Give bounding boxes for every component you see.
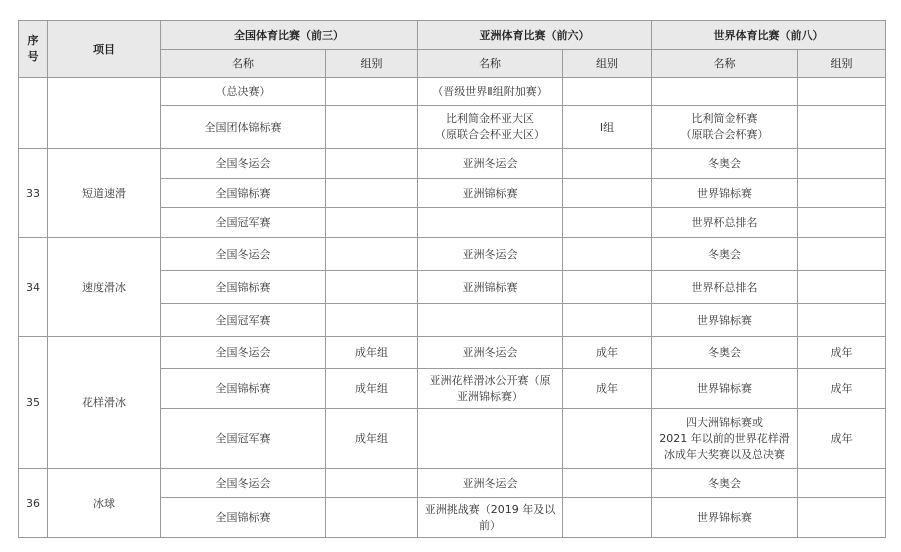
asian-group-cell: Ⅰ组 [563, 106, 652, 149]
world-group-cell [798, 106, 886, 149]
national-group-cell [326, 304, 418, 337]
asian-event-cell [418, 208, 563, 238]
asian-event-cell: 比利简金杯亚大区 （原联合会杯亚大区） [418, 106, 563, 149]
world-event-cell: 比利简金杯赛 （原联合会杯赛） [652, 106, 798, 149]
world-group-cell [798, 208, 886, 238]
national-event-cell: 全国冠军赛 [161, 409, 326, 469]
project-header: 项目 [48, 21, 161, 78]
seq-cell: 36 [19, 469, 48, 538]
national-group-header: 组别 [326, 50, 418, 78]
asian-group-cell [563, 304, 652, 337]
world-group-cell [798, 149, 886, 179]
national-group-cell [326, 469, 418, 498]
national-event-cell: 全国锦标赛 [161, 498, 326, 538]
world-header: 世界体育比赛（前八） [652, 21, 886, 50]
national-event-cell: 全国锦标赛 [161, 271, 326, 304]
world-group-cell [798, 179, 886, 208]
world-event-cell: 冬奥会 [652, 149, 798, 179]
asian-group-header: 组别 [563, 50, 652, 78]
header-row-1 [19, 21, 886, 50]
project-cell: 短道速滑 [48, 149, 161, 238]
world-event-cell: 冬奥会 [652, 238, 798, 271]
world-event-cell: 世界杯总排名 [652, 271, 798, 304]
table-row [19, 337, 886, 369]
national-group-cell: 成年组 [326, 409, 418, 469]
world-group-cell [798, 469, 886, 498]
world-event-cell: 世界锦标赛 [652, 369, 798, 409]
asian-group-cell [563, 498, 652, 538]
world-group-header: 组别 [798, 50, 886, 78]
national-event-cell: 全国冠军赛 [161, 304, 326, 337]
national-event-cell: 全国锦标赛 [161, 369, 326, 409]
world-event-cell: 世界锦标赛 [652, 304, 798, 337]
world-group-cell [798, 271, 886, 304]
seq-cell: 34 [19, 238, 48, 337]
national-group-cell: 成年组 [326, 369, 418, 409]
table-row [19, 238, 886, 271]
world-event-cell [652, 78, 798, 106]
seq-cell: 35 [19, 337, 48, 469]
competition-table [18, 20, 886, 538]
table-row [19, 469, 886, 498]
national-group-cell [326, 271, 418, 304]
world-event-cell: 四大洲锦标赛或 2021 年以前的世界花样滑 冰成年大奖赛以及总决赛 [652, 409, 798, 469]
world-event-cell: 世界锦标赛 [652, 498, 798, 538]
asian-event-cell: 亚洲锦标赛 [418, 271, 563, 304]
project-cell [48, 78, 161, 149]
asian-event-cell: 亚洲冬运会 [418, 149, 563, 179]
asian-event-cell [418, 304, 563, 337]
asian-group-cell [563, 208, 652, 238]
asian-group-cell: 成年 [563, 337, 652, 369]
asian-group-cell: 成年 [563, 369, 652, 409]
asian-name-header: 名称 [418, 50, 563, 78]
seq-header: 序号 [19, 21, 48, 78]
national-group-cell [326, 78, 418, 106]
national-event-cell: 全国冬运会 [161, 469, 326, 498]
asian-group-cell [563, 238, 652, 271]
national-group-cell [326, 498, 418, 538]
seq-cell: 33 [19, 149, 48, 238]
national-group-cell [326, 179, 418, 208]
asian-header: 亚洲体育比赛（前六） [418, 21, 652, 50]
national-event-cell: 全国锦标赛 [161, 179, 326, 208]
national-event-cell: 全国冬运会 [161, 337, 326, 369]
asian-event-cell: 亚洲冬运会 [418, 469, 563, 498]
asian-group-cell [563, 271, 652, 304]
world-event-cell: 冬奥会 [652, 469, 798, 498]
world-group-cell [798, 498, 886, 538]
world-group-cell: 成年 [798, 337, 886, 369]
world-group-cell [798, 78, 886, 106]
asian-event-cell: （晋级世界Ⅱ组附加赛） [418, 78, 563, 106]
national-event-cell: 全国冬运会 [161, 238, 326, 271]
project-cell: 速度滑冰 [48, 238, 161, 337]
national-header: 全国体育比赛（前三） [161, 21, 418, 50]
project-cell: 冰球 [48, 469, 161, 538]
asian-group-cell [563, 179, 652, 208]
national-event-cell: 全国团体锦标赛 [161, 106, 326, 149]
competition-table-sheet [18, 20, 886, 538]
national-group-cell [326, 149, 418, 179]
world-group-cell: 成年 [798, 369, 886, 409]
world-event-cell: 世界锦标赛 [652, 179, 798, 208]
national-group-cell [326, 208, 418, 238]
project-cell: 花样滑冰 [48, 337, 161, 469]
asian-group-cell [563, 469, 652, 498]
asian-event-cell: 亚洲冬运会 [418, 337, 563, 369]
asian-event-cell: 亚洲锦标赛 [418, 179, 563, 208]
national-name-header: 名称 [161, 50, 326, 78]
world-event-cell: 世界杯总排名 [652, 208, 798, 238]
table-row [19, 149, 886, 179]
asian-group-cell [563, 149, 652, 179]
national-event-cell: 全国冠军赛 [161, 208, 326, 238]
national-group-cell [326, 238, 418, 271]
world-group-cell [798, 304, 886, 337]
asian-event-cell [418, 409, 563, 469]
asian-group-cell [563, 409, 652, 469]
world-group-cell: 成年 [798, 409, 886, 469]
national-event-cell: 全国冬运会 [161, 149, 326, 179]
seq-cell [19, 78, 48, 149]
asian-event-cell: 亚洲挑战赛（2019 年及以 前） [418, 498, 563, 538]
world-event-cell: 冬奥会 [652, 337, 798, 369]
asian-group-cell [563, 78, 652, 106]
asian-event-cell: 亚洲花样滑冰公开赛（原 亚洲锦标赛） [418, 369, 563, 409]
national-group-cell [326, 106, 418, 149]
world-group-cell [798, 238, 886, 271]
table-row [19, 78, 886, 106]
national-group-cell: 成年组 [326, 337, 418, 369]
asian-event-cell: 亚洲冬运会 [418, 238, 563, 271]
national-event-cell: （总决赛） [161, 78, 326, 106]
world-name-header: 名称 [652, 50, 798, 78]
